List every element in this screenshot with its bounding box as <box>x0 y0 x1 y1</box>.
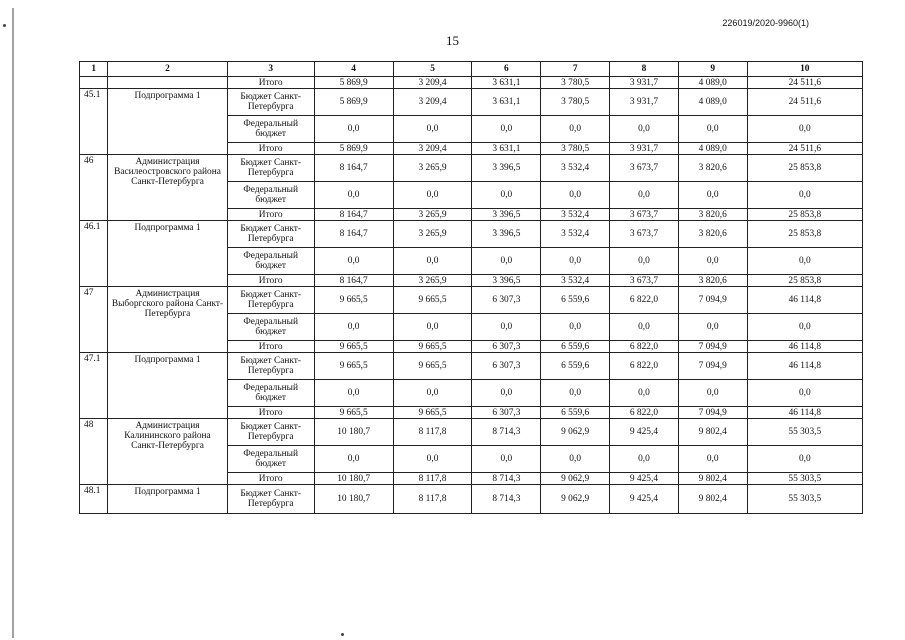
table-row <box>80 419 863 446</box>
row-number: 47.1 <box>80 353 108 419</box>
value-cell: 9 665,5 <box>393 353 472 380</box>
value-cell: 9 425,4 <box>610 419 679 446</box>
value-cell: 0,0 <box>541 248 610 275</box>
value-cell: 9 062,9 <box>541 485 610 514</box>
document-number: 226019/2020-9960(1) <box>722 18 809 28</box>
row-label: Федеральный бюджет <box>227 314 314 341</box>
value-cell: 3 631,1 <box>472 89 541 116</box>
value-cell: 0,0 <box>393 446 472 473</box>
value-cell: 0,0 <box>747 446 862 473</box>
entity-name: Администрация Калининского района Санкт-Петербурга <box>108 419 227 485</box>
value-cell: 0,0 <box>747 248 862 275</box>
value-cell: 0,0 <box>393 182 472 209</box>
row-number: 46 <box>80 155 108 221</box>
row-label: Итого <box>227 341 314 353</box>
value-cell: 4 089,0 <box>678 77 747 89</box>
value-cell: 3 931,7 <box>610 89 679 116</box>
row-label: Итого <box>227 209 314 221</box>
value-cell: 3 396,5 <box>472 221 541 248</box>
row-label: Итого <box>227 77 314 89</box>
entity-name: Подпрограмма 1 <box>108 89 227 155</box>
value-cell: 3 209,4 <box>393 89 472 116</box>
value-cell: 0,0 <box>472 116 541 143</box>
value-cell: 8 117,8 <box>393 419 472 446</box>
value-cell: 9 665,5 <box>393 407 472 419</box>
value-cell: 24 511,6 <box>747 77 862 89</box>
value-cell: 3 820,6 <box>678 221 747 248</box>
value-cell: 0,0 <box>747 314 862 341</box>
header-cell: 4 <box>314 62 393 77</box>
value-cell: 9 062,9 <box>541 419 610 446</box>
row-label: Федеральный бюджет <box>227 380 314 407</box>
value-cell: 6 307,3 <box>472 407 541 419</box>
value-cell: 10 180,7 <box>314 473 393 485</box>
value-cell: 0,0 <box>610 380 679 407</box>
value-cell: 7 094,9 <box>678 353 747 380</box>
value-cell: 4 089,0 <box>678 89 747 116</box>
value-cell: 5 869,9 <box>314 143 393 155</box>
row-number: 46.1 <box>80 221 108 287</box>
value-cell: 3 265,9 <box>393 275 472 287</box>
value-cell: 0,0 <box>610 446 679 473</box>
value-cell: 8 164,7 <box>314 221 393 248</box>
value-cell: 5 869,9 <box>314 77 393 89</box>
row-number: 45.1 <box>80 89 108 155</box>
header-cell: 10 <box>747 62 862 77</box>
value-cell: 8 714,3 <box>472 485 541 514</box>
value-cell: 3 631,1 <box>472 143 541 155</box>
value-cell: 0,0 <box>610 182 679 209</box>
value-cell: 0,0 <box>678 248 747 275</box>
value-cell: 9 802,4 <box>678 419 747 446</box>
header-cell: 8 <box>610 62 679 77</box>
value-cell: 6 559,6 <box>541 353 610 380</box>
value-cell: 3 780,5 <box>541 143 610 155</box>
value-cell: 0,0 <box>678 182 747 209</box>
value-cell: 8 164,7 <box>314 155 393 182</box>
entity-name: Подпрограмма 1 <box>108 221 227 287</box>
value-cell: 0,0 <box>314 182 393 209</box>
value-cell: 0,0 <box>393 380 472 407</box>
value-cell: 3 265,9 <box>393 209 472 221</box>
value-cell: 3 820,6 <box>678 155 747 182</box>
value-cell: 3 209,4 <box>393 77 472 89</box>
value-cell: 0,0 <box>314 248 393 275</box>
value-cell: 0,0 <box>678 116 747 143</box>
value-cell: 46 114,8 <box>747 407 862 419</box>
value-cell: 6 822,0 <box>610 287 679 314</box>
row-label: Бюджет Санкт-Петербурга <box>227 155 314 182</box>
value-cell: 0,0 <box>314 314 393 341</box>
value-cell: 46 114,8 <box>747 287 862 314</box>
scan-edge <box>12 8 14 638</box>
value-cell: 3 931,7 <box>610 143 679 155</box>
scan-artifact <box>3 24 6 27</box>
value-cell: 6 822,0 <box>610 353 679 380</box>
empty-cell <box>108 77 227 89</box>
value-cell: 46 114,8 <box>747 353 862 380</box>
row-label: Бюджет Санкт-Петербурга <box>227 485 314 514</box>
header-cell: 9 <box>678 62 747 77</box>
value-cell: 0,0 <box>610 314 679 341</box>
table-body <box>80 77 863 514</box>
value-cell: 0,0 <box>472 380 541 407</box>
row-label: Бюджет Санкт-Петербурга <box>227 221 314 248</box>
value-cell: 10 180,7 <box>314 419 393 446</box>
value-cell: 9 425,4 <box>610 485 679 514</box>
value-cell: 0,0 <box>472 248 541 275</box>
value-cell: 9 665,5 <box>393 341 472 353</box>
value-cell: 0,0 <box>541 116 610 143</box>
value-cell: 6 307,3 <box>472 353 541 380</box>
value-cell: 0,0 <box>472 182 541 209</box>
value-cell: 3 396,5 <box>472 275 541 287</box>
header-cell: 3 <box>227 62 314 77</box>
value-cell: 9 665,5 <box>393 287 472 314</box>
value-cell: 55 303,5 <box>747 473 862 485</box>
value-cell: 0,0 <box>541 380 610 407</box>
header-cell: 2 <box>108 62 227 77</box>
value-cell: 25 853,8 <box>747 221 862 248</box>
header-cell: 7 <box>541 62 610 77</box>
value-cell: 3 820,6 <box>678 209 747 221</box>
table-row <box>80 287 863 314</box>
entity-name: Подпрограмма 1 <box>108 353 227 419</box>
header-cell: 6 <box>472 62 541 77</box>
scan-artifact <box>341 633 344 636</box>
value-cell: 3 631,1 <box>472 77 541 89</box>
value-cell: 0,0 <box>747 116 862 143</box>
value-cell: 25 853,8 <box>747 275 862 287</box>
value-cell: 0,0 <box>541 446 610 473</box>
value-cell: 8 164,7 <box>314 275 393 287</box>
row-number: 47 <box>80 287 108 353</box>
value-cell: 0,0 <box>747 380 862 407</box>
value-cell: 4 089,0 <box>678 143 747 155</box>
value-cell: 3 396,5 <box>472 209 541 221</box>
value-cell: 6 822,0 <box>610 407 679 419</box>
value-cell: 0,0 <box>610 116 679 143</box>
row-number: 48.1 <box>80 485 108 514</box>
value-cell: 6 307,3 <box>472 287 541 314</box>
value-cell: 7 094,9 <box>678 287 747 314</box>
value-cell: 3 673,7 <box>610 275 679 287</box>
value-cell: 3 673,7 <box>610 155 679 182</box>
value-cell: 3 209,4 <box>393 143 472 155</box>
value-cell: 55 303,5 <box>747 419 862 446</box>
table-row <box>80 155 863 182</box>
table-row <box>80 353 863 380</box>
value-cell: 3 532,4 <box>541 155 610 182</box>
value-cell: 24 511,6 <box>747 143 862 155</box>
value-cell: 9 665,5 <box>314 287 393 314</box>
entity-name: Подпрограмма 1 <box>108 485 227 514</box>
page-number: 15 <box>446 33 459 48</box>
value-cell: 0,0 <box>472 446 541 473</box>
row-number: 48 <box>80 419 108 485</box>
header-cell: 5 <box>393 62 472 77</box>
row-label: Бюджет Санкт-Петербурга <box>227 419 314 446</box>
value-cell: 0,0 <box>541 314 610 341</box>
value-cell: 0,0 <box>314 380 393 407</box>
value-cell: 3 673,7 <box>610 221 679 248</box>
row-label: Федеральный бюджет <box>227 182 314 209</box>
value-cell: 8 714,3 <box>472 473 541 485</box>
value-cell: 25 853,8 <box>747 155 862 182</box>
value-cell: 9 665,5 <box>314 353 393 380</box>
value-cell: 8 164,7 <box>314 209 393 221</box>
value-cell: 7 094,9 <box>678 407 747 419</box>
value-cell: 0,0 <box>393 314 472 341</box>
table-row <box>80 77 863 89</box>
value-cell: 0,0 <box>472 314 541 341</box>
value-cell: 3 532,4 <box>541 275 610 287</box>
row-label: Бюджет Санкт-Петербурга <box>227 89 314 116</box>
value-cell: 6 307,3 <box>472 341 541 353</box>
value-cell: 3 396,5 <box>472 155 541 182</box>
value-cell: 6 559,6 <box>541 341 610 353</box>
value-cell: 3 265,9 <box>393 221 472 248</box>
row-label: Итого <box>227 407 314 419</box>
value-cell: 0,0 <box>541 182 610 209</box>
value-cell: 7 094,9 <box>678 341 747 353</box>
value-cell: 3 532,4 <box>541 221 610 248</box>
budget-table <box>79 61 863 514</box>
value-cell: 5 869,9 <box>314 89 393 116</box>
value-cell: 8 117,8 <box>393 485 472 514</box>
row-label: Итого <box>227 143 314 155</box>
value-cell: 46 114,8 <box>747 341 862 353</box>
value-cell: 0,0 <box>610 248 679 275</box>
value-cell: 0,0 <box>393 116 472 143</box>
value-cell: 9 062,9 <box>541 473 610 485</box>
value-cell: 6 822,0 <box>610 341 679 353</box>
row-label: Федеральный бюджет <box>227 248 314 275</box>
value-cell: 24 511,6 <box>747 89 862 116</box>
value-cell: 0,0 <box>747 182 862 209</box>
value-cell: 9 665,5 <box>314 341 393 353</box>
value-cell: 3 673,7 <box>610 209 679 221</box>
value-cell: 0,0 <box>314 446 393 473</box>
value-cell: 55 303,5 <box>747 485 862 514</box>
value-cell: 8 714,3 <box>472 419 541 446</box>
value-cell: 9 802,4 <box>678 485 747 514</box>
value-cell: 3 931,7 <box>610 77 679 89</box>
value-cell: 9 665,5 <box>314 407 393 419</box>
entity-name: Администрация Василеостровского района Санкт-Петербурга <box>108 155 227 221</box>
value-cell: 0,0 <box>393 248 472 275</box>
value-cell: 25 853,8 <box>747 209 862 221</box>
value-cell: 9 425,4 <box>610 473 679 485</box>
value-cell: 8 117,8 <box>393 473 472 485</box>
value-cell: 3 532,4 <box>541 209 610 221</box>
table-row <box>80 221 863 248</box>
value-cell: 0,0 <box>678 314 747 341</box>
value-cell: 3 780,5 <box>541 77 610 89</box>
header-row <box>80 62 863 77</box>
value-cell: 0,0 <box>678 380 747 407</box>
row-label: Бюджет Санкт-Петербурга <box>227 287 314 314</box>
value-cell: 0,0 <box>314 116 393 143</box>
value-cell: 3 820,6 <box>678 275 747 287</box>
row-label: Федеральный бюджет <box>227 116 314 143</box>
empty-cell <box>80 77 108 89</box>
value-cell: 3 780,5 <box>541 89 610 116</box>
value-cell: 9 802,4 <box>678 473 747 485</box>
table-row <box>80 485 863 514</box>
row-label: Федеральный бюджет <box>227 446 314 473</box>
entity-name: Администрация Выборгского района Санкт-Петербурга <box>108 287 227 353</box>
header-cell: 1 <box>80 62 108 77</box>
value-cell: 10 180,7 <box>314 485 393 514</box>
value-cell: 6 559,6 <box>541 287 610 314</box>
value-cell: 3 265,9 <box>393 155 472 182</box>
row-label: Бюджет Санкт-Петербурга <box>227 353 314 380</box>
row-label: Итого <box>227 473 314 485</box>
value-cell: 6 559,6 <box>541 407 610 419</box>
value-cell: 0,0 <box>678 446 747 473</box>
row-label: Итого <box>227 275 314 287</box>
table-row <box>80 89 863 116</box>
